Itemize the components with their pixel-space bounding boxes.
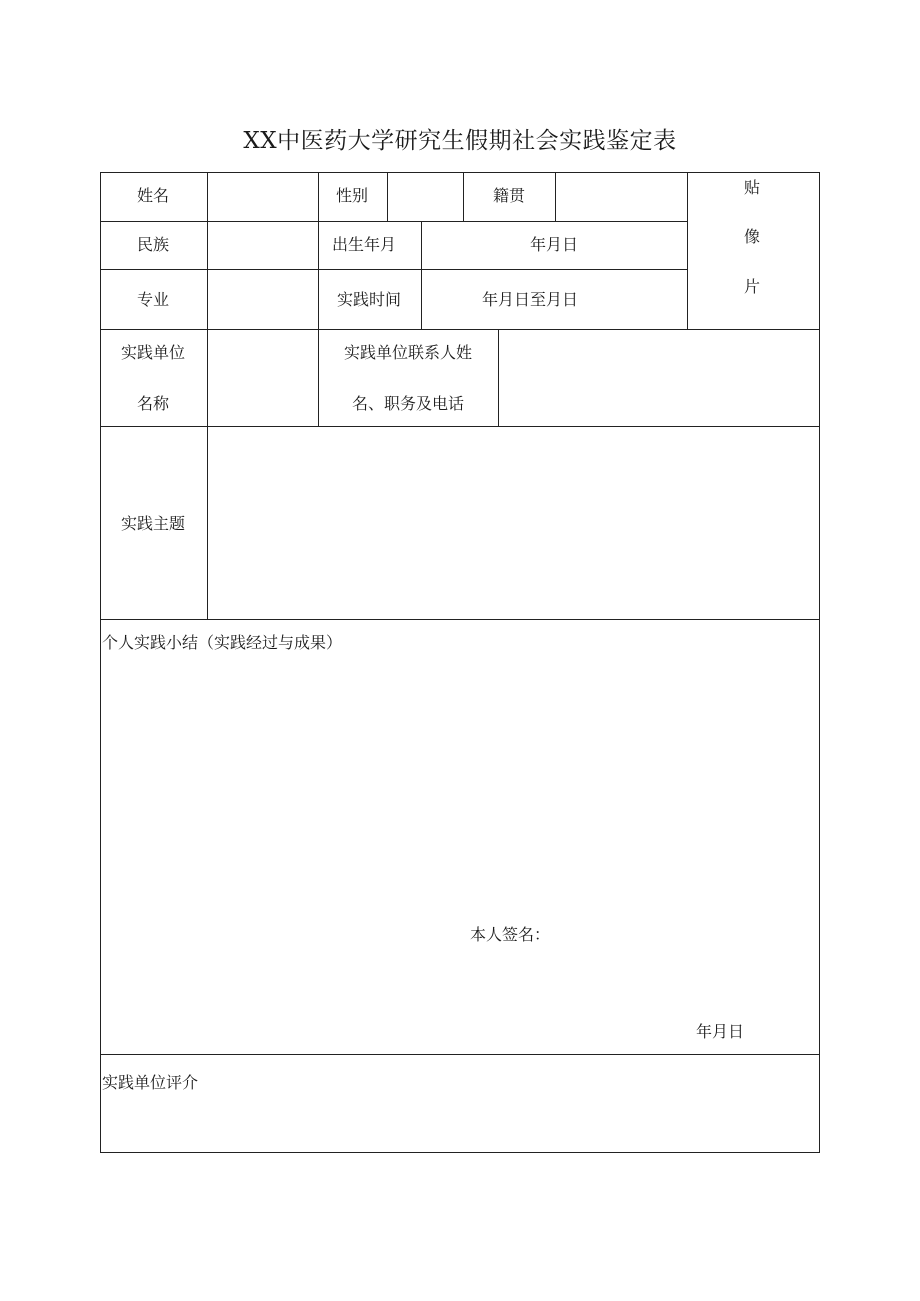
gender-label: 性别 bbox=[335, 186, 369, 205]
table-divider bbox=[100, 1054, 820, 1055]
page-title: XX中医药大学研究生假期社会实践鉴定表 bbox=[243, 128, 677, 154]
table-divider bbox=[555, 172, 556, 222]
major-field[interactable] bbox=[212, 292, 314, 310]
birth-label: 出生年月 bbox=[331, 235, 397, 254]
table-border-bottom bbox=[100, 1152, 820, 1153]
table-border-left bbox=[100, 172, 101, 1153]
table-divider bbox=[498, 329, 499, 427]
unit-name-field[interactable] bbox=[212, 345, 314, 415]
table-divider bbox=[207, 172, 208, 620]
birth-field[interactable]: 年月日 bbox=[529, 235, 579, 254]
summary-field[interactable] bbox=[102, 660, 814, 910]
table-border-right bbox=[819, 172, 820, 1153]
major-label: 专业 bbox=[136, 290, 170, 309]
table-divider bbox=[387, 172, 388, 222]
table-divider bbox=[100, 426, 820, 427]
table-divider bbox=[100, 221, 687, 222]
practice-time-field[interactable]: 年月日至月日 bbox=[481, 290, 579, 309]
contact-label-line-2: 名、职务及电话 bbox=[351, 394, 465, 413]
summary-label: 个人实践小结（实践经过与成果） bbox=[102, 633, 343, 652]
table-divider bbox=[100, 269, 687, 270]
table-divider bbox=[100, 619, 820, 620]
name-label: 姓名 bbox=[136, 186, 170, 205]
table-divider bbox=[100, 329, 820, 330]
gender-field[interactable] bbox=[392, 188, 460, 206]
native-place-label: 籍贯 bbox=[492, 186, 526, 205]
table-divider bbox=[463, 172, 464, 222]
table-border-top bbox=[100, 172, 820, 173]
signature-label: 本人签名： bbox=[470, 925, 551, 944]
native-place-field[interactable] bbox=[560, 188, 682, 206]
summary-date: 年月日 bbox=[696, 1022, 745, 1041]
contact-label-line-1: 实践单位联系人姓 bbox=[343, 343, 473, 362]
ethnicity-label: 民族 bbox=[136, 235, 170, 254]
table-divider bbox=[318, 172, 319, 427]
unit-name-label-line-1: 实践单位 bbox=[120, 343, 186, 362]
contact-field[interactable] bbox=[504, 345, 814, 415]
theme-label: 实践主题 bbox=[120, 514, 186, 533]
photo-label-3: 片 bbox=[743, 277, 761, 296]
ethnicity-field[interactable] bbox=[212, 237, 314, 255]
photo-label-2: 像 bbox=[743, 227, 761, 246]
table-divider bbox=[687, 172, 688, 330]
practice-time-label: 实践时间 bbox=[336, 290, 402, 309]
evaluation-label: 实践单位评介 bbox=[102, 1073, 199, 1092]
theme-field[interactable] bbox=[212, 432, 814, 614]
unit-name-label-line-2: 名称 bbox=[136, 394, 170, 413]
photo-label-1: 贴 bbox=[743, 178, 761, 197]
table-divider bbox=[421, 221, 422, 330]
name-field[interactable] bbox=[212, 188, 314, 206]
